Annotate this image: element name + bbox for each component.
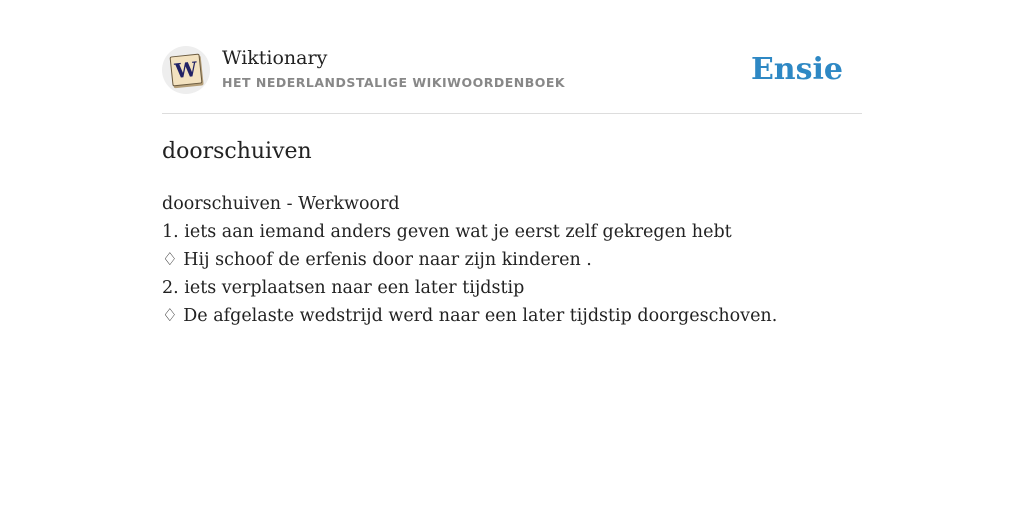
- page-title: doorschuiven: [162, 139, 312, 164]
- definition-entry: [162, 190, 777, 330]
- wiktionary-logo[interactable]: [162, 46, 210, 94]
- definition-line: 2. iets verplaatsen naar een later tijdstip: [162, 278, 525, 298]
- definition-line: 1. iets aan iemand anders geven wat je eerst zelf gekregen hebt: [162, 222, 732, 242]
- site-subtitle: HET NEDERLANDSTALIGE WIKIWOORDENBOEK: [222, 75, 566, 90]
- example-line: ♢ De afgelaste wedstrijd werd naar een later tijdstip doorgeschoven.: [162, 306, 778, 326]
- site-title[interactable]: Wiktionary: [222, 47, 328, 69]
- entry-heading: doorschuiven - Werkwoord: [162, 194, 400, 214]
- logo-tile-icon: [170, 54, 203, 87]
- content-container: [162, 0, 862, 326]
- ensie-brand-link[interactable]: Ensie: [750, 52, 843, 87]
- site-header: [162, 0, 862, 114]
- logo-letter: W: [173, 56, 199, 84]
- example-line: ♢ Hij schoof de erfenis door naar zijn kinderen .: [162, 250, 592, 270]
